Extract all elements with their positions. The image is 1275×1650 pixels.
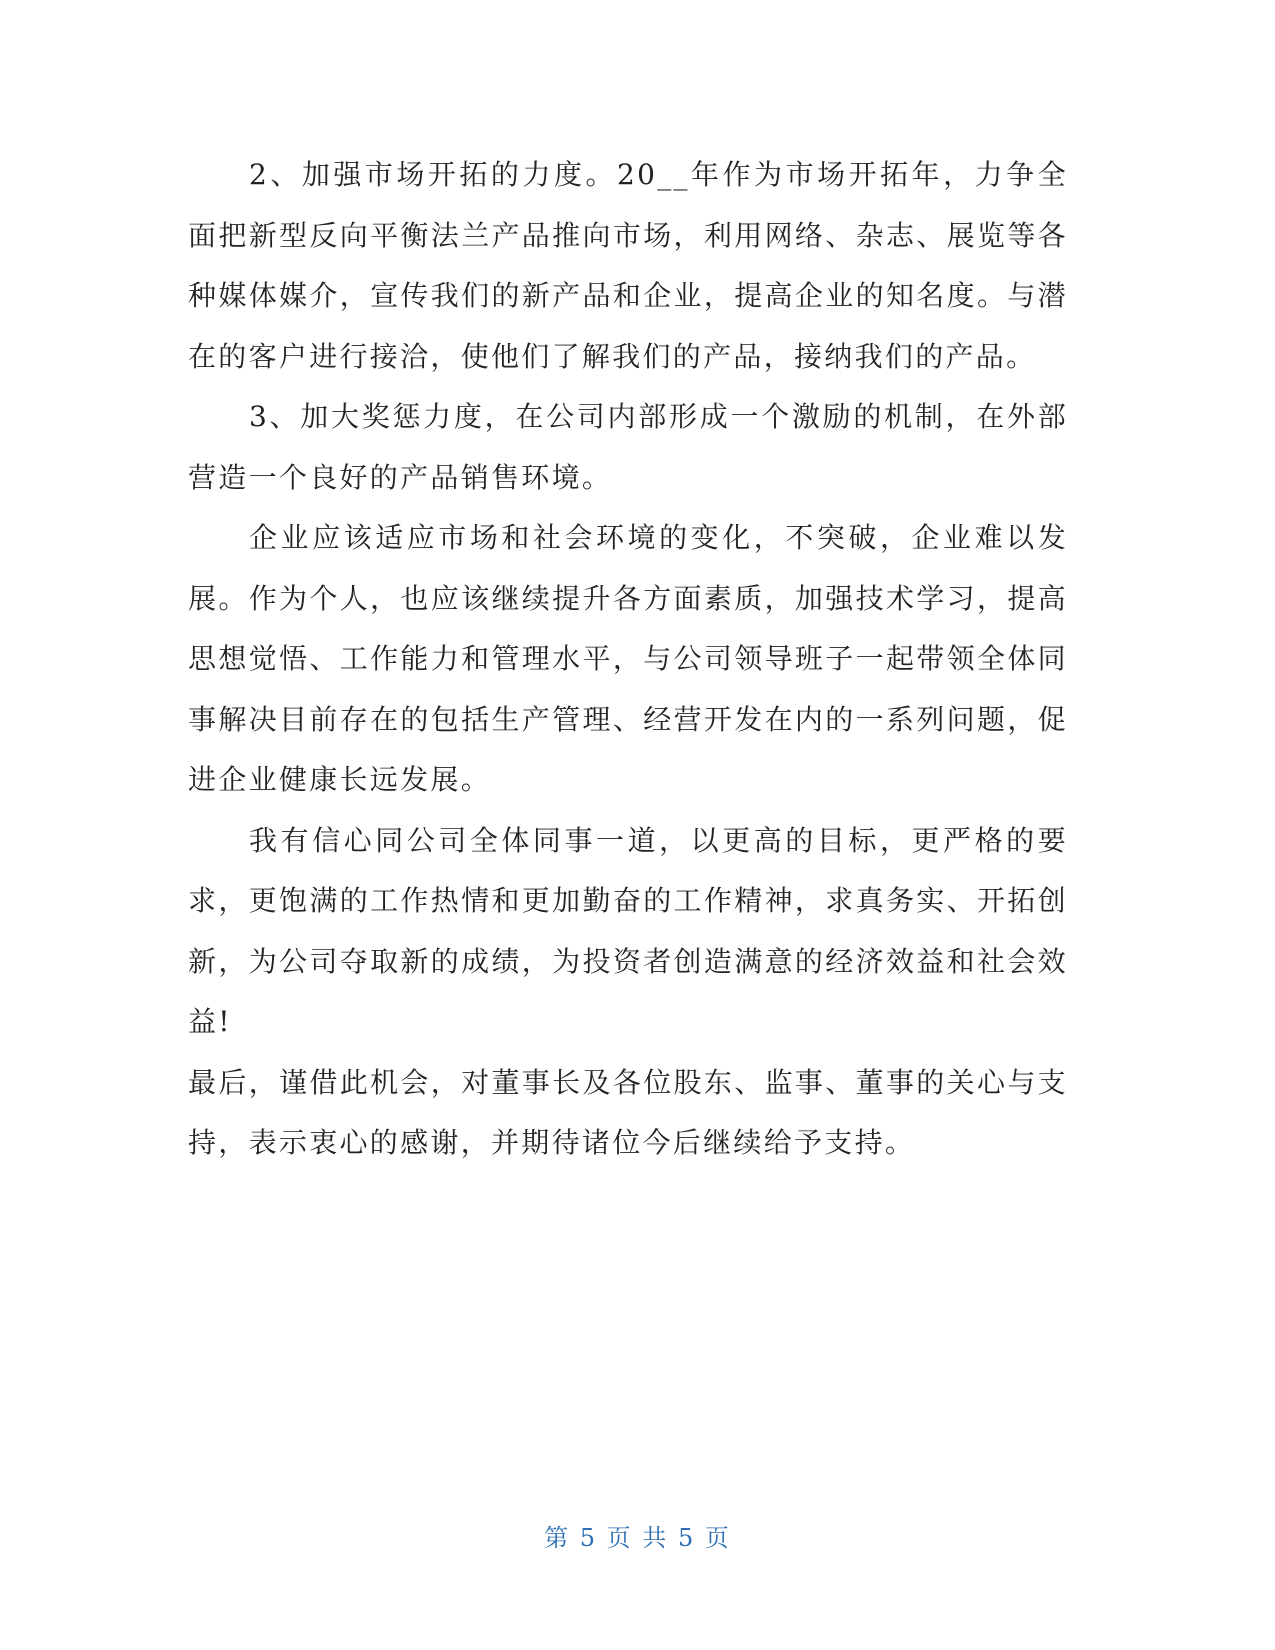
paragraph-incentive: 3、加大奖惩力度，在公司内部形成一个激励的机制，在外部营造一个良好的产品销售环境。: [188, 400, 1068, 494]
paragraph-market-expansion: 2、加强市场开拓的力度。20__年作为市场开拓年，力争全面把新型反向平衡法兰产品推向市场，利用网络、杂志、展览等各种媒体媒介，宣传我们的新产品和企业，提高企业的知名度。与潜在的客户进行接洽，使他们了解我们的产品，接纳我们的产品。: [188, 158, 1068, 373]
document-body: [188, 145, 1068, 1174]
paragraph-enterprise-development: 企业应该适应市场和社会环境的变化，不突破，企业难以发展。作为个人，也应该继续提升各方面素质，加强技术学习，提高思想觉悟、工作能力和管理水平，与公司领导班子一起带领全体同事解决目前存在的包括生产管理、经营开发在内的一系列问题，促进企业健康长远发展。: [188, 521, 1068, 796]
paragraph-confidence: 我有信心同公司全体同事一道，以更高的目标，更严格的要求，更饱满的工作热情和更加勤奋的工作精神，求真务实、开拓创新，为公司夺取新的成绩，为投资者创造满意的经济效益和社会效益!: [188, 823, 1068, 1038]
page-number-footer: 第 5 页 共 5 页: [544, 1524, 731, 1552]
paragraph-closing-thanks: 最后，谨借此机会，对董事长及各位股东、监事、董事的关心与支持，表示衷心的感谢，并期待诸位今后继续给予支持。: [188, 1065, 1068, 1159]
